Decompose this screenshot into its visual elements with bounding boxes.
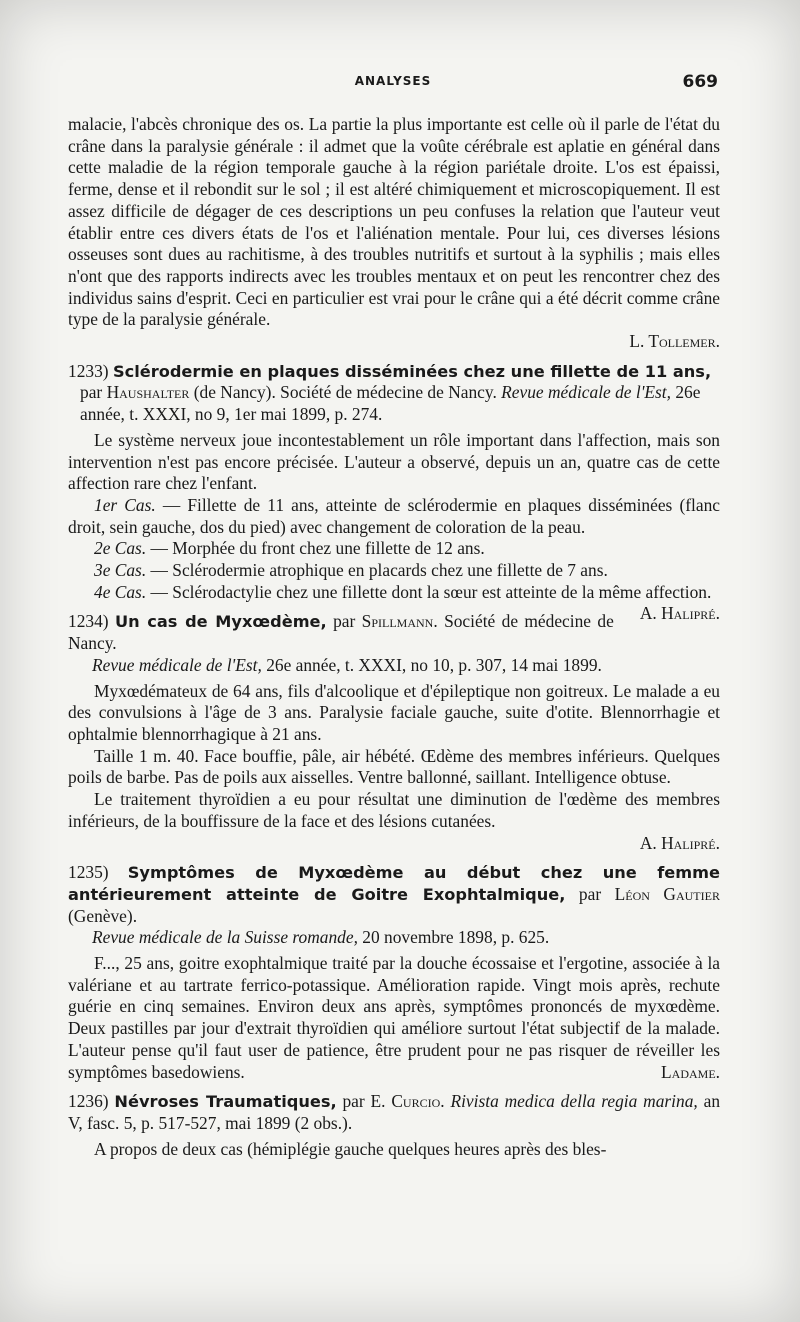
case-label: 1er Cas. bbox=[94, 494, 156, 515]
page-number: 669 bbox=[682, 72, 718, 92]
reference-b: 26e année, t. XXXI, no 10, p. 307, 14 mai 1899. bbox=[266, 654, 602, 675]
entry-heading bbox=[68, 862, 720, 927]
journal: Revue médicale de l'Est, bbox=[92, 654, 262, 675]
entry-1235 bbox=[68, 862, 720, 1083]
paragraph bbox=[68, 953, 720, 1083]
entry-number: 1235) bbox=[68, 862, 109, 883]
reference-a: (de Nancy). Société de médecine de Nancy. bbox=[193, 382, 497, 403]
case-label: 3e Cas. bbox=[94, 560, 147, 581]
signature-text: A. Halipré. bbox=[639, 832, 720, 853]
case-text: — Morphée du front chez une fillette de 12 ans. bbox=[150, 538, 485, 559]
entry-heading bbox=[68, 1091, 720, 1134]
by-word: par bbox=[342, 1091, 365, 1112]
entry-heading bbox=[68, 361, 720, 383]
paragraph: Le système nerveux joue incontestablement un rôle important dans l'affection, mais son intervention n'est pas encore précisée. L'auteur a observé, depuis un an, quatre cas de cette affection rare chez l'enfant. bbox=[68, 429, 720, 494]
author: Léon Gautier bbox=[614, 883, 720, 904]
reference-a: Société de médecine de Nancy. bbox=[68, 611, 614, 654]
author: Haushalter bbox=[106, 382, 190, 403]
case-1 bbox=[68, 495, 720, 538]
case-label: 2e Cas. bbox=[94, 538, 147, 559]
signature-tollemer bbox=[68, 331, 720, 353]
running-head: ANALYSES bbox=[354, 74, 432, 88]
paragraph: Le traitement thyroïdien a eu pour résultat une diminution de l'œdème des membres inférieurs, de la bouffissure de la face et des lésions cutanées. bbox=[68, 789, 720, 831]
author: Spillmann. bbox=[361, 611, 438, 632]
reference-b: an V, fasc. 5, p. 517-527, mai 1899 (2 obs.). bbox=[68, 1091, 721, 1133]
case-3 bbox=[68, 560, 720, 582]
journal: Revue médicale de l'Est, bbox=[501, 382, 671, 403]
page-header bbox=[68, 74, 718, 98]
entry-number: 1234) bbox=[68, 611, 109, 632]
reference-a: (Genève). bbox=[68, 905, 138, 926]
signature-halipre: A. Halipré. bbox=[639, 603, 720, 624]
journal: Rivista medica della regia marina, bbox=[450, 1091, 698, 1112]
entry-1236 bbox=[68, 1091, 720, 1160]
by-word: par bbox=[333, 611, 356, 632]
entry-reference bbox=[68, 927, 720, 949]
entry-title: Un cas de Myxœdème, bbox=[114, 612, 327, 632]
entry-reference bbox=[68, 655, 720, 677]
entry-title: Sclérodermie en plaques disséminées chez une fillette de 11 ans, bbox=[112, 361, 712, 381]
author: E. Curcio. bbox=[370, 1091, 445, 1112]
signature-halipre bbox=[68, 833, 720, 855]
page-content bbox=[68, 114, 720, 1160]
signature-text: L. Tollemer. bbox=[629, 331, 720, 352]
entry-number: 1233) bbox=[68, 360, 109, 381]
case-text: — Sclérodactylie chez une fillette dont la sœur est atteinte de la même affection. bbox=[150, 581, 712, 602]
entry-number: 1236) bbox=[68, 1091, 109, 1112]
paragraph: A propos de deux cas (hémiplégie gauche quelques heures après des bles- bbox=[94, 1138, 607, 1159]
paragraph-continued: malacie, l'abcès chronique des os. La partie la plus importante est celle où il parle de l'état du crâne dans la paralysie générale : il admet que la voûte cérébrale est aplatie en général dans cette maladie de la région temporale gauche à la région pariétale droite. L'os est épaissi, ferme, dense et il rebondit sur le sol ; il est altéré chimiquement et microscopiquement. Il est assez difficile de dégager de ces descriptions un peu confuses la relation que l'auteur veut établir entre ces divers états de l'os et l'aliénation mentale. Pour lui, ces diverses lésions osseuses sont dues au rachitisme, à des troubles nutritifs et surtout à la syphilis ; mais elles n'ont que des rapports indirects avec les troubles mentaux et on peut les rencontrer chez des individus sains d'esprit. Ceci en particulier est vrai pour le crâne qui a été décrit comme crâne type de la paralysie générale. bbox=[68, 114, 720, 330]
entry-1234 bbox=[68, 611, 720, 854]
entry-title: Symptômes de Myxœdème au début chez une femme antérieurement atteinte de Goitre Exophtalmique, bbox=[68, 863, 720, 904]
paragraph-text: F..., 25 ans, goitre exophtalmique traité par la douche écossaise et l'ergotine, associée à la valériane et au tartrate ferrico-potassique. Amélioration rapide. Vingt mois après, rechute guérie en cinq semaines. Environ deux ans après, symptômes prononcés de myxœdème. Deux pastilles par jour d'extrait thyroïdien qui améliore surtout l'état subjectif de la malade. L'auteur pense qu'il faut user de patience, être prudent pour ne pas risquer de réveiller les symptômes basedowiens. bbox=[68, 953, 720, 1082]
journal: Revue médicale de la Suisse romande, bbox=[92, 927, 358, 948]
by-word: par bbox=[578, 883, 602, 904]
entry-title: Névroses Traumatiques, bbox=[114, 1092, 337, 1112]
reference-b: 26e année, t. XXXI, no 9, 1er mai 1899, p. 274. bbox=[80, 382, 701, 425]
case-text: — Fillette de 11 ans, atteinte de sclérodermie en plaques disséminées (flanc droit, sein gauche, dos du pied) avec changement de coloration de la peau. bbox=[68, 494, 720, 537]
paragraph: Myxœdémateux de 64 ans, fils d'alcoolique et d'épileptique non goitreux. Le malade a eu des convulsions à l'âge de 3 ans. Paralysie faciale gauche, suite d'otite. Blennorrhagie et ophtalmie blennorrhagique à 21 ans. bbox=[68, 680, 720, 744]
paragraph: Taille 1 m. 40. Face bouffie, pâle, air hébété. Œdème des membres inférieurs. Quelques poils de barbe. Pas de poils aux aisselles. Ventre ballonné, saillant. Intelligence obtuse. bbox=[68, 745, 720, 788]
entry-reference bbox=[68, 382, 720, 425]
case-text: — Sclérodermie atrophique en placards chez une fillette de 7 ans. bbox=[150, 560, 608, 581]
by-word: par bbox=[80, 382, 103, 403]
case-label: 4e Cas. bbox=[94, 581, 147, 602]
reference-b: 20 novembre 1898, p. 625. bbox=[362, 927, 550, 948]
case-2 bbox=[68, 538, 720, 560]
signature-ladame: Ladame. bbox=[661, 1061, 720, 1082]
